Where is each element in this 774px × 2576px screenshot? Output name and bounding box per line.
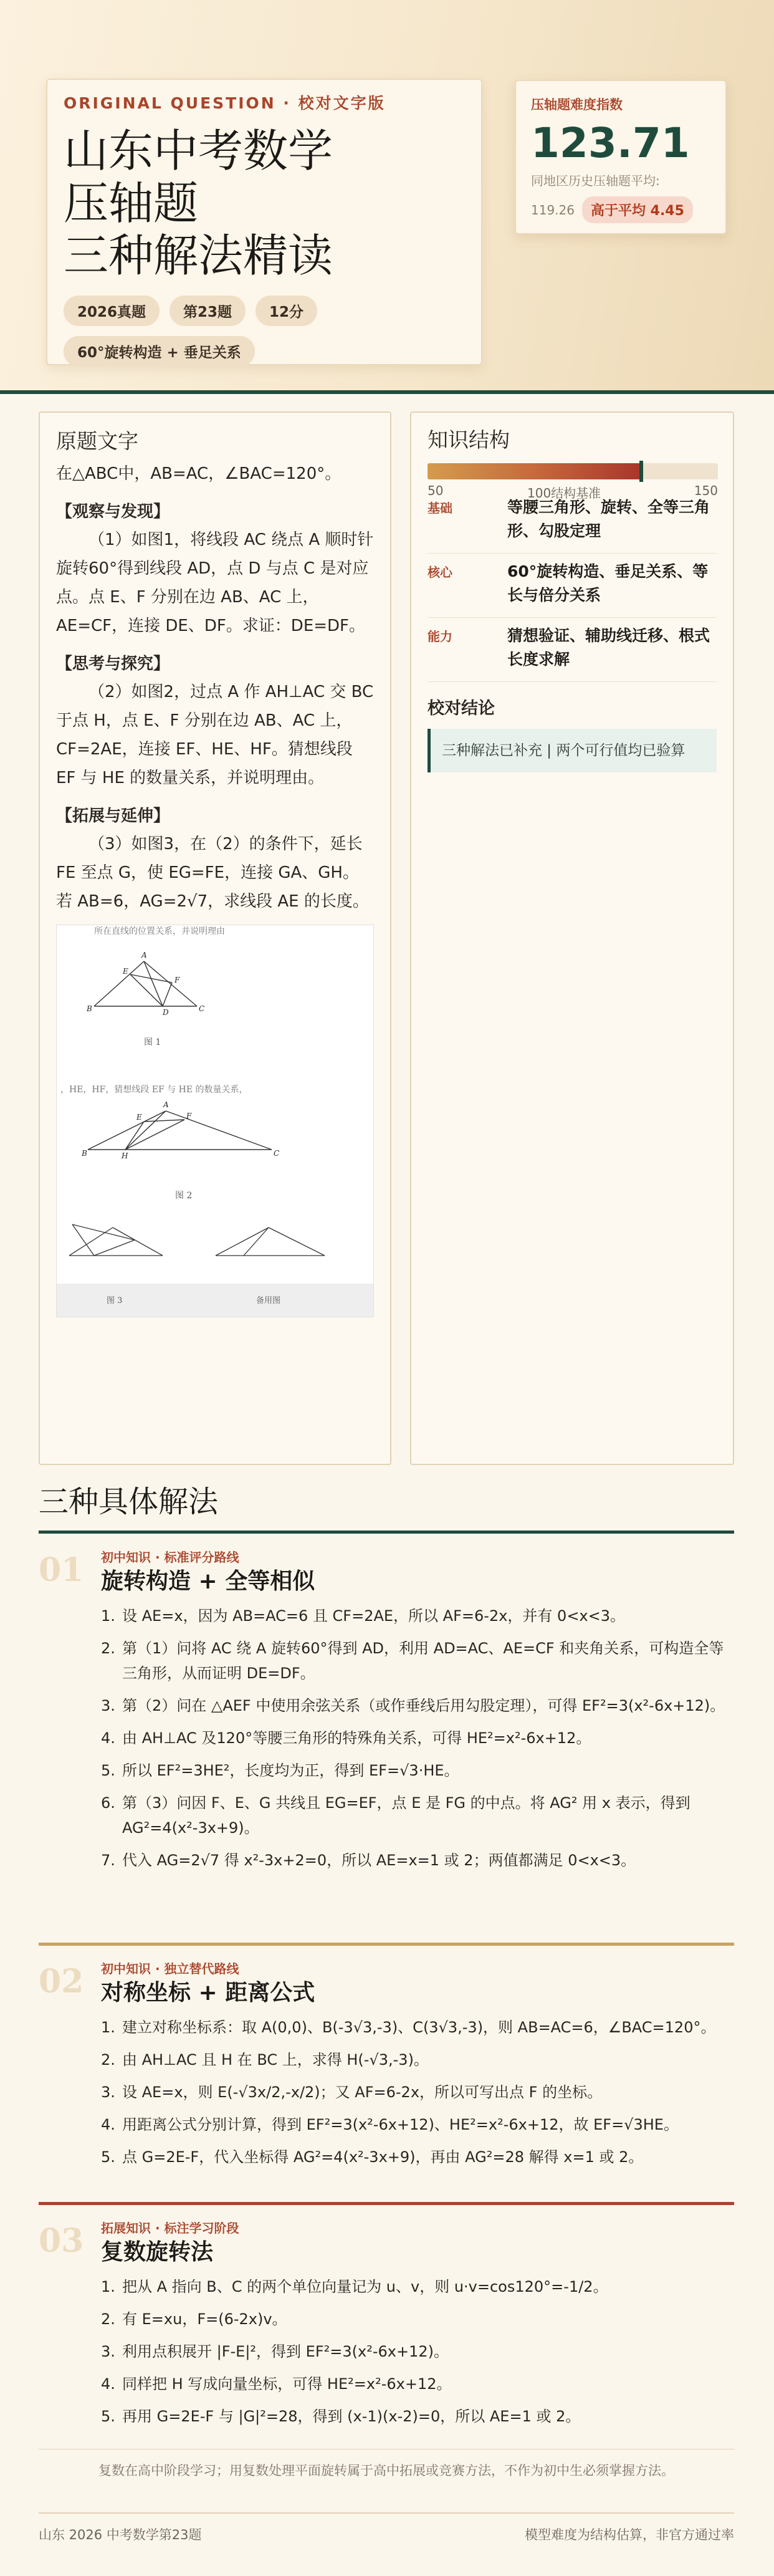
figure-2 [88, 1111, 272, 1150]
tag: 2026真题 [64, 296, 160, 326]
knowledge-key: 核心 [428, 565, 452, 580]
solution-step: 3. 设 AE=x，则 E(-√3x/2,-x/2)；又 AF=6-2x，所以可写出点 F 的坐标。 [101, 2083, 603, 2101]
difficulty-score-card [515, 80, 727, 234]
figure-1 [94, 961, 197, 1006]
page-title [64, 125, 465, 282]
gauge-fill [428, 463, 641, 479]
solution-title: 对称坐标 + 距离公式 [101, 1980, 315, 2006]
score-average: 119.26 [531, 202, 575, 218]
solution-step: 1. 建立对称坐标系：取 A(0,0)、B(-3√3,-3)、C(3√3,-3)，则 AB=AC=6，∠BAC=120°。 [101, 2019, 716, 2036]
knowledge-value: 60°旋转构造、垂足关系、等长与倍分关系 [507, 562, 709, 604]
solution-steps [101, 1603, 730, 1880]
footer-right: 模型难度为结构估算，非官方通过率 [525, 2527, 734, 2542]
solution-step: 6. 第（3）问因 F、E、G 共线且 EG=EF，点 E 是 FG 的中点。将 AG² 用 x 表示，得到 AG²=4(x²-3x+9)。 [101, 1794, 690, 1837]
score-value: 123.71 [531, 119, 690, 167]
gauge-track [428, 463, 718, 479]
title-line: 三种解法精读 [64, 229, 333, 282]
tag: 60°旋转构造 + 垂足关系 [64, 336, 255, 367]
conclusion-box: 三种解法已补充 | 两个可行值均已验算 [428, 729, 717, 772]
figure-label: C [199, 1004, 205, 1013]
figure-1-caption: 图 1 [144, 1037, 161, 1047]
problem-intro: 在△ABC中，AB=AC，∠BAC=120°。 [56, 464, 342, 483]
knowledge-row [428, 554, 717, 618]
knowledge-panel [410, 411, 734, 1465]
problem-title: 原题文字 [56, 429, 138, 453]
figure-top-caption: 所在直线的位置关系，并说明理由 [94, 926, 225, 936]
figure-2-caption: 图 2 [175, 1191, 193, 1201]
solution-block-2 [39, 1945, 734, 2194]
solution-steps [101, 2015, 730, 2177]
header-kicker: ORIGINAL QUESTION · 校对文字版 [64, 94, 386, 112]
section-heading: 【思考与探究】 [56, 655, 170, 673]
knowledge-key: 能力 [428, 629, 452, 644]
problem-figure [56, 925, 374, 1317]
method-note: 复数在高中阶段学习；用复数处理平面旋转属于高中拓展或竞赛方法，不作为初中生必须掌握方法。 [39, 2449, 734, 2479]
figure-label: F [174, 976, 180, 984]
figure-label: F [186, 1112, 192, 1120]
solution-kicker: 拓展知识 · 标注学习阶段 [101, 2221, 239, 2236]
solution-number: 02 [39, 1963, 84, 2001]
solution-number: 01 [39, 1551, 84, 1589]
tag: 12分 [256, 296, 317, 326]
section-body: （2）如图2，过点 A 作 AH⊥AC 交 BC 于点 H，点 E、F 分别在边 AB、AC 上，CF=2AE，连接 EF、HE、HF。猜想线段 EF 与 HE 的数量关系，并说明理由。 [56, 683, 374, 787]
figure-label: H [122, 1151, 128, 1160]
gauge-tick: 50 [428, 483, 444, 498]
header-banner [0, 0, 774, 394]
solution-step: 2. 第（1）问将 AC 绕 A 旋转60°得到 AD，利用 AD=AC、AE=CF 和夹角关系，可构造全等三角形，从而证明 DE=DF。 [101, 1640, 724, 1682]
solution-kicker: 初中知识 · 独立替代路线 [101, 1961, 239, 1976]
figure-label: B [82, 1149, 87, 1158]
solution-step: 5. 再用 G=2E-F 与 |G|²=28，得到 (x-1)(x-2)=0，所以 AE=1 或 2。 [101, 2408, 581, 2425]
score-diff-badge: 高于平均 4.45 [582, 196, 693, 223]
tag: 第23题 [170, 296, 246, 326]
solution-block-1 [39, 1534, 734, 1945]
figure-label: A [163, 1100, 169, 1109]
figure-3-caption: 图 3 [107, 1296, 123, 1305]
section-body: （1）如图1，将线段 AC 绕点 A 顺时针旋转60°得到线段 AD，点 D 与点 C 是对应点。点 E、F 分别在边 AB、AC 上，AE=CF，连接 DE、DF。求证：DE=DF。 [56, 531, 374, 635]
gauge-tick: 150 [694, 483, 718, 498]
tag-list [64, 296, 437, 367]
solution-step: 2. 有 E=xu，F=(6-2x)v。 [101, 2310, 287, 2328]
figure-label: A [141, 951, 147, 959]
solution-step: 5. 所以 EF²=3HE²，长度均为正，得到 EF=√3·HE。 [101, 1762, 459, 1779]
solution-step: 4. 用距离公式分别计算，得到 EF²=3(x²-6x+12)、HE²=x²-6x+12，故 EF=√3HE。 [101, 2116, 679, 2133]
difficulty-gauge [428, 463, 717, 503]
solution-step: 7. 代入 AG=2√7 得 x²-3x+2=0，所以 AE=x=1 或 2；两值都满足 0<x<3。 [101, 1852, 636, 1869]
solution-block-3 [39, 2204, 734, 2448]
knowledge-title: 知识结构 [428, 428, 510, 452]
score-label: 压轴题难度指数 [531, 97, 623, 112]
solution-step: 1. 把从 A 指向 B、C 的两个单位向量记为 u、v，则 u·v=cos120°=-1/2。 [101, 2278, 608, 2295]
solution-step: 2. 由 AH⊥AC 且 H 在 BC 上，求得 H(-√3,-3)。 [101, 2051, 429, 2069]
score-sub-label: 同地区历史压轴题平均: [531, 173, 660, 188]
knowledge-value: 猜想验证、辅助线迁移、根式长度求解 [507, 627, 710, 668]
solution-step: 4. 由 AH⊥AC 及120°等腰三角形的特殊角关系，可得 HE²=x²-6x+12。 [101, 1729, 591, 1747]
score-comparison [531, 196, 710, 223]
solution-title: 复数旋转法 [101, 2239, 214, 2265]
solution-number: 03 [39, 2222, 84, 2260]
conclusion-title: 校对结论 [428, 699, 495, 718]
geometry-figures [57, 925, 374, 1317]
problem-panel [39, 411, 391, 1465]
solution-step: 1. 设 AE=x，因为 AB=AC=6 且 CF=2AE，所以 AF=6-2x，并有 0<x<3。 [101, 1607, 626, 1625]
hero-card [46, 79, 482, 365]
figure-label: C [274, 1149, 280, 1158]
section-body: （3）如图3，在（2）的条件下，延长 FE 至点 G，使 EG=FE，连接 GA、GH。若 AB=6，AG=2√7，求线段 AE 的长度。 [56, 835, 369, 911]
solution-step: 3. 第（2）问在 △AEF 中使用余弦关系（或作垂线后用勾股定理），可得 EF²=3(x²-6x+12)。 [101, 1697, 725, 1714]
figure-mid-caption: ，HE，HF，猜想线段 EF 与 HE 的数量关系， [60, 1085, 248, 1095]
knowledge-rows [428, 489, 717, 682]
footer-left: 山东 2026 中考数学第23题 [39, 2527, 202, 2542]
section-heading: 【观察与发现】 [56, 502, 170, 521]
figure-label: D [163, 1008, 169, 1017]
gauge-marker [639, 461, 643, 482]
figure-label: E [123, 967, 128, 976]
figure-label: E [136, 1113, 142, 1122]
solutions-heading: 三种具体解法 [39, 1484, 219, 1519]
solution-steps [101, 2274, 730, 2436]
section-heading: 【拓展与延伸】 [56, 807, 170, 825]
knowledge-key: 基础 [428, 501, 452, 516]
solution-step: 3. 利用点积展开 |F-E|²，得到 EF²=3(x²-6x+12)。 [101, 2343, 449, 2360]
knowledge-row [428, 618, 717, 682]
solution-title: 旋转构造 + 全等相似 [101, 1569, 315, 1594]
solution-kicker: 初中知识 · 标准评分路线 [101, 1550, 239, 1565]
title-line: 山东中考数学 [64, 125, 333, 177]
solution-step: 5. 点 G=2E-F，代入坐标得 AG²=4(x²-3x+9)，再由 AG²=28 解得 x=1 或 2。 [101, 2148, 644, 2166]
page-footer [39, 2512, 734, 2544]
figure-spare-caption: 备用图 [256, 1296, 281, 1305]
title-line: 压轴题 [64, 177, 199, 229]
gauge-tick: 100结构基准 [527, 486, 601, 501]
knowledge-value: 等腰三角形、旋转、全等三角形、勾股定理 [507, 498, 710, 540]
figure-label: B [87, 1004, 92, 1013]
solution-step: 4. 同样把 H 写成向量坐标，可得 HE²=x²-6x+12。 [101, 2375, 452, 2393]
